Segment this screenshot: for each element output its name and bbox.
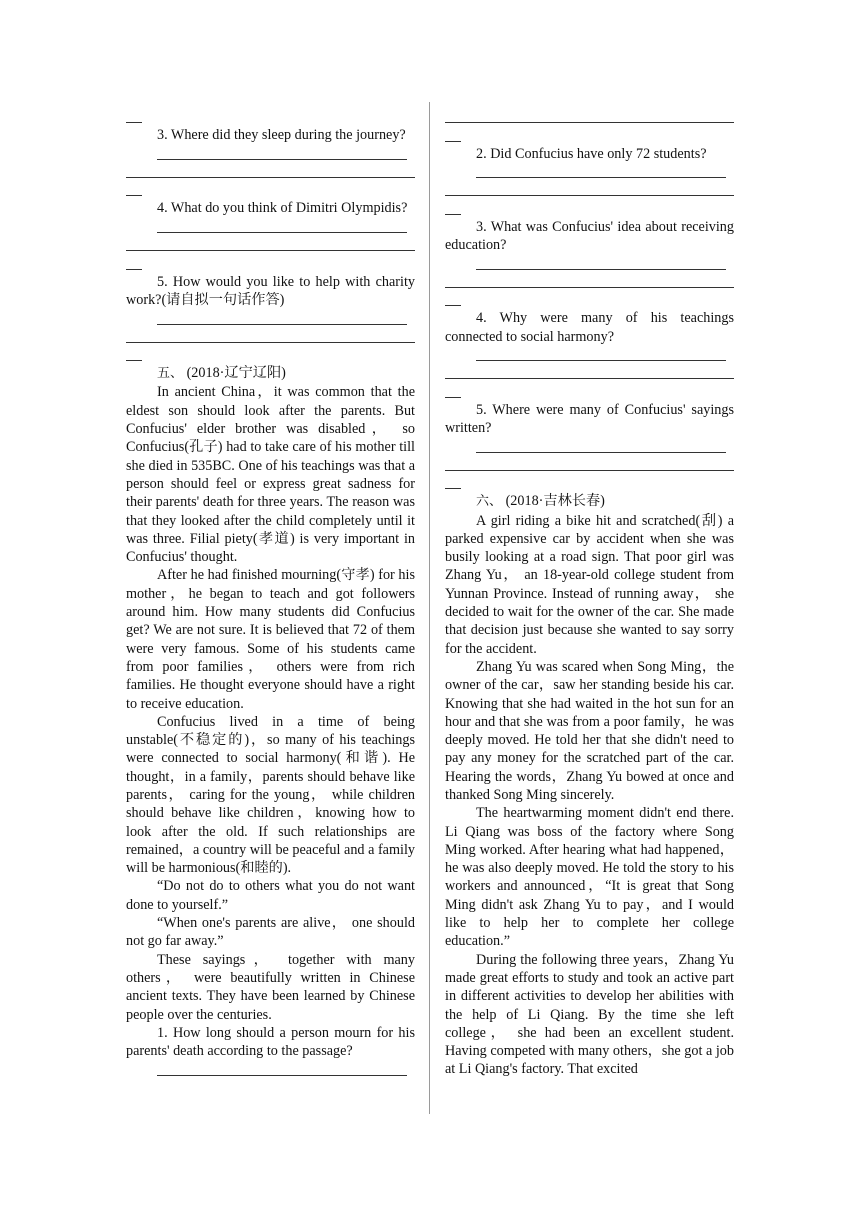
answer-line	[126, 346, 142, 364]
answer-line	[445, 291, 461, 309]
passage-paragraph: Confucius lived in a time of being unstable(不稳定的)，so many of his teachings were connected to social harmony(和谐). He thought，in a family，parents should behave like parents， caring for the young， while children should behave like children，knowing how to look after the old. If such relationships are remained，a country will be peaceful and a family will be harmonious(和睦的).	[126, 713, 415, 877]
question-4: 4. Why were many of his teachings connected to social harmony?	[445, 310, 734, 345]
answer-line	[126, 181, 142, 199]
answer-line[interactable]	[126, 328, 415, 346]
section-number: 五、	[157, 366, 184, 382]
answer-line	[126, 254, 142, 272]
passage-paragraph: A girl riding a bike hit and scratched(刮) a parked expensive car by accident when she was busily looking at a road sign. That poor girl was Zhang Yu， an 18-year-old college student from Yunnan Province. Instead of running away， she decided to wait for the owner of the car. She made that decision just because she wanted to say sorry for the accident.	[445, 512, 734, 657]
passage-paragraph: After he had finished mourning(守孝) for his mother，he began to teach and got followers around him. How many students did Confucius get? We are not sure. It is believed that 72 of them were very famous. Some of his students came from poor families， others were from rich families. He thought everyone should have a right to receive education.	[126, 567, 415, 712]
answer-line[interactable]	[126, 1060, 415, 1078]
passage-paragraph: Zhang Yu was scared when Song Ming，the owner of the car，saw her standing beside his car. Knowing that she had waited in the hot sun for an hour and that she was from a poor family，he was deeply moved. He told her that she didn't need to pay any money for the scratched part of the car. Hearing the words，Zhang Yu bowed at once and thanked Song Ming sincerely.	[445, 658, 734, 803]
answer-line[interactable]	[126, 163, 415, 181]
answer-line[interactable]	[126, 309, 415, 327]
column-divider	[429, 102, 430, 1114]
question-3: 3. What was Confucius' idea about receiving education?	[445, 218, 734, 254]
question-5: 5. How would you like to help with charity work?(请自拟一句话作答)	[126, 273, 415, 308]
answer-line[interactable]	[445, 437, 734, 455]
passage-paragraph: During the following three years，Zhang Yu made great efforts to study and took an active part in different activities to develop her abilities with the help of Li Qiang. By the time she left college， she had been an excellent student. Having competed with many others，she got a job at Li Qiang's factory. That excited	[445, 951, 734, 1078]
answer-line[interactable]	[445, 163, 734, 181]
section-heading-5	[126, 364, 415, 383]
answer-line[interactable]	[445, 254, 734, 272]
answer-line	[126, 108, 142, 126]
left-column	[126, 108, 415, 1079]
answer-line[interactable]	[445, 108, 734, 126]
passage-paragraph: These sayings， together with many others， were beautifully written in Chinese ancient texts. They have been learned by Chinese people over the centuries.	[126, 951, 415, 1023]
section-number: 六、	[476, 494, 503, 510]
passage-quote: “When one's parents are alive， one should not go far away.”	[126, 915, 415, 950]
passage-paragraph: The heartwarming moment didn't end there. Li Qiang was boss of the factory where Song Ming worked. After hearing what had happened，he was also deeply moved. He told the story to his workers and announced，“It is great that Song Ming didn't ask Zhang Yu to pay，and I would like to help her to complete her college education.”	[445, 805, 734, 950]
question-3: 3. Where did they sleep during the journey?	[157, 127, 406, 144]
answer-line	[445, 474, 461, 492]
section-source: (2018·吉林长春)	[505, 493, 605, 510]
question-5: 5. Where were many of Confucius' sayings written?	[445, 401, 734, 437]
answer-line	[445, 126, 461, 144]
passage-quote: “Do not do to others what you do not want done to yourself.”	[126, 878, 415, 913]
section-source: (2018·辽宁辽阳)	[186, 365, 286, 382]
answer-line[interactable]	[126, 218, 415, 236]
question-2: 2. Did Confucius have only 72 students?	[476, 145, 707, 162]
section-heading-6	[445, 492, 734, 511]
question-1: 1. How long should a person mourn for his parents' death according to the passage?	[126, 1024, 415, 1060]
answer-line[interactable]	[445, 346, 734, 364]
answer-line[interactable]	[445, 456, 734, 474]
answer-line	[445, 382, 461, 400]
question-4: 4. What do you think of Dimitri Olympidis?	[157, 200, 408, 217]
answer-line[interactable]	[445, 364, 734, 382]
passage-paragraph: In ancient China，it was common that the eldest son should look after the parents. But Confucius' elder brother was disabled， so Confucius(孔子) had to take care of his mother till she died in 535BC. One of his teachings was that a person should feel or express great sadness for their parents' death for three years. The reason was that they looked after the child completely until it was three. Filial piety(孝道) is very important in Confucius' thought.	[126, 384, 415, 566]
right-column	[445, 108, 734, 1079]
answer-line[interactable]	[126, 236, 415, 254]
answer-line[interactable]	[445, 181, 734, 199]
answer-line	[445, 199, 461, 217]
answer-line[interactable]	[445, 273, 734, 291]
answer-line[interactable]	[126, 145, 415, 163]
